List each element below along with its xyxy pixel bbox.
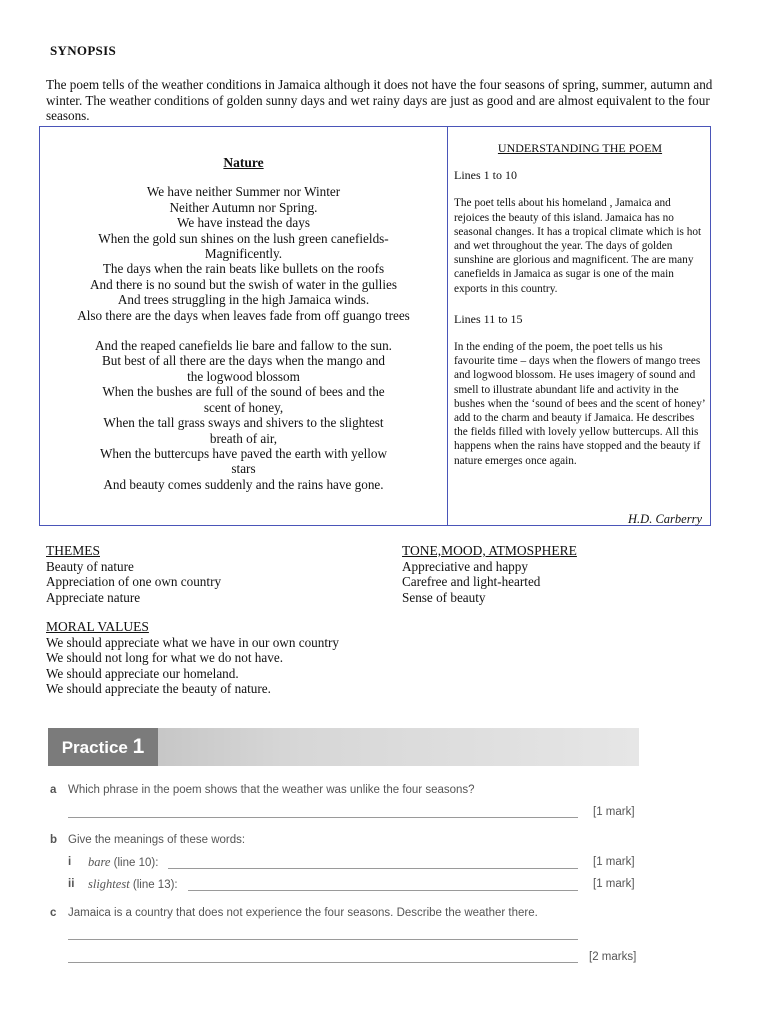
understanding-lines-1: Lines 1 to 10 — [454, 168, 517, 183]
poem-line: But best of all there are the days when the mango and — [101, 353, 386, 369]
poem-line: Magnificently. — [204, 246, 283, 262]
poem-line: And trees struggling in the high Jamaica winds. — [117, 292, 370, 308]
question-a-letter: a — [50, 784, 57, 796]
theme-item: Beauty of nature — [46, 559, 134, 574]
understanding-title: UNDERSTANDING THE POEM — [497, 141, 663, 155]
poem-line: The days when the rain beats like bullets on the roofs — [102, 261, 385, 277]
moral-item: We should not long for what we do not have. — [46, 650, 284, 666]
question-b-ii-ref: (line 13): — [132, 879, 178, 891]
understanding-section — [454, 141, 706, 484]
theme-item: Appreciate nature — [46, 589, 141, 605]
tone-item: Appreciative and happy — [402, 559, 528, 574]
question-b-ii-mark: [1 mark] — [593, 878, 635, 890]
tone-title: TONE,MOOD, ATMOSPHERE — [402, 543, 577, 558]
poem-line: stars — [231, 461, 256, 477]
box-divider — [447, 127, 448, 525]
understanding-paragraph-1: The poet tells about his homeland , Jamaica and rejoices the beauty of this island. Jamaica has no seasonal changes. It has a tropical climate which is hot and wet throughout the year. The days of golden sunshine are glorious and magnificent. The are many canefields in Jamaica as sugar is one of the main exports in this country. — [454, 197, 702, 295]
answer-line[interactable] — [68, 962, 578, 963]
word-slightest: slightest — [88, 877, 130, 891]
question-b-letter: b — [50, 834, 58, 846]
themes-section — [46, 543, 376, 605]
answer-line[interactable] — [188, 890, 578, 891]
moral-item: We should appreciate what we have in our own country — [46, 635, 339, 650]
poem-line: When the gold sun shines on the lush green canefields- — [98, 230, 389, 246]
tone-item: Sense of beauty — [402, 589, 486, 605]
tone-item: Carefree and light-hearted — [402, 574, 541, 590]
question-c-text: Jamaica is a country that does not experience the four seasons. Describe the weather there. — [68, 907, 538, 919]
answer-line[interactable] — [68, 939, 578, 940]
poem-stanza-2 — [40, 338, 447, 492]
poem-line: We have neither Summer nor Winter — [146, 184, 341, 200]
practice-label — [48, 728, 158, 766]
question-c-mark: [2 marks] — [589, 951, 637, 963]
understanding-lines-2: Lines 11 to 15 — [454, 311, 523, 326]
question-c-letter: c — [50, 907, 57, 919]
question-b-text: Give the meanings of these words: — [68, 834, 246, 846]
moral-values-title: MORAL VALUES — [46, 619, 149, 634]
practice-number: 1 — [132, 735, 145, 758]
poem-stanza-1 — [40, 184, 447, 323]
poem-line: And the reaped canefields lie bare and fallow to the sun. — [95, 338, 392, 354]
question-b-i-mark: [1 mark] — [593, 856, 635, 868]
poem-line: And there is no sound but the swish of water in the gullies — [90, 276, 397, 292]
practice-label-text: Practice — [61, 738, 128, 757]
poem-line: When the buttercups have paved the earth with yellow — [99, 445, 388, 461]
moral-item: We should appreciate our homeland. — [46, 665, 239, 681]
poem-line: Neither Autumn nor Spring. — [169, 199, 318, 215]
poem-line: When the tall grass sways and shivers to the slightest — [103, 415, 384, 431]
tone-section — [402, 543, 702, 605]
poem-line: And beauty comes suddenly and the rains have gone. — [103, 476, 384, 492]
question-a-mark: [1 mark] — [593, 806, 635, 818]
synopsis-title: SYNOPSIS — [50, 43, 116, 58]
question-b-ii-number: ii — [68, 878, 75, 890]
poem-line: We have instead the days — [177, 215, 310, 231]
themes-title: THEMES — [46, 543, 100, 558]
question-b-i-ref: (line 10): — [113, 857, 159, 869]
moral-values-section — [46, 619, 466, 696]
poem-author: H.D. Carberry — [628, 512, 702, 526]
answer-line[interactable] — [168, 868, 578, 869]
poem-line: When the bushes are full of the sound of bees and the — [102, 384, 385, 400]
practice-banner — [48, 728, 639, 766]
question-b-i-text — [88, 855, 158, 870]
poem — [40, 155, 447, 507]
word-bare: bare — [88, 855, 111, 869]
poem-line: scent of honey, — [203, 399, 284, 415]
theme-item: Appreciation of one own country — [46, 574, 222, 590]
question-b-ii-text — [88, 877, 178, 892]
poem-line: the logwood blossom — [187, 368, 300, 384]
question-a-text: Which phrase in the poem shows that the weather was unlike the four seasons? — [68, 784, 475, 796]
answer-line[interactable] — [68, 817, 578, 818]
poem-box — [39, 126, 711, 526]
poem-title: Nature — [223, 155, 264, 170]
poem-line: breath of air, — [209, 430, 278, 446]
synopsis-text: The poem tells of the weather conditions in Jamaica although it does not have the four seasons of spring, summer, autumn and winter. The weather conditions of golden sunny days and wet rainy days are just as good and are almost equivalent to the four seasons. — [46, 77, 713, 123]
question-b-i-number: i — [68, 856, 72, 868]
understanding-paragraph-2: In the ending of the poem, the poet tells us his favourite time – days when the flowers of mango trees and logwood blossom. He uses imagery of sound and smell to illustrate abundant life and activity in the bushes when the ‘sound of bees and the scent of honey’ add to the charm and beauty if Jamaica. He describes the fields filled with lovely yellow buttercups. All this happens when the rains have stopped and the beauty if nature emerges once again. — [454, 341, 705, 467]
moral-item: We should appreciate the beauty of nature. — [46, 680, 271, 696]
poem-line: Also there are the days when leaves fade from off guango trees — [77, 307, 410, 323]
practice-section — [48, 728, 642, 978]
